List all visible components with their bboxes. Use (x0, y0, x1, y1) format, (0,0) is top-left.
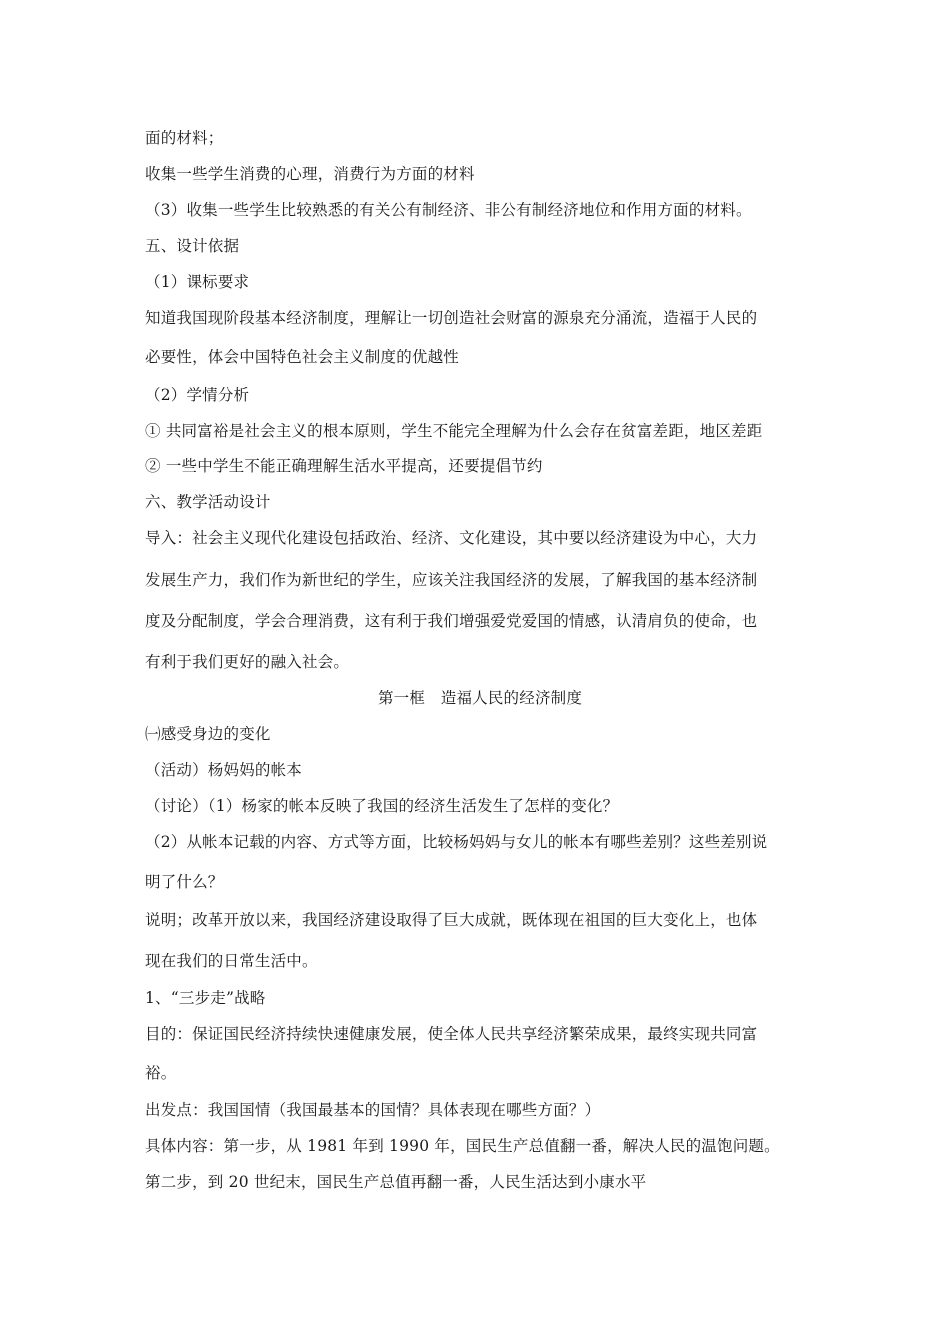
text-line: 发展生产力，我们作为新世纪的学生，应该关注我国经济的发展，了解我国的基本经济制 (145, 571, 758, 589)
text-line: ① 共同富裕是社会主义的根本原则，学生不能完全理解为什么会存在贫富差距，地区差距 (145, 422, 763, 440)
text-line: ㈠感受身边的变化 (145, 725, 271, 743)
text-line: 1、“三步走”战略 (145, 989, 266, 1007)
text-line: 第二步，到 20 世纪末，国民生产总值再翻一番，人民生活达到小康水平 (145, 1173, 647, 1191)
text-line: 目的：保证国民经济持续快速健康发展，使全体人民共享经济繁荣成果，最终实现共同富 (145, 1025, 758, 1043)
text-line: 面的材料； (145, 129, 224, 147)
subsection-heading: （2）学情分析 (145, 386, 250, 404)
text-line: （3）收集一些学生比较熟悉的有关公有制经济、非公有制经济地位和作用方面的材料。 (145, 201, 752, 219)
text-line: 知道我国现阶段基本经济制度，理解让一切创造社会财富的源泉充分涌流，造福于人民的 (145, 309, 758, 327)
text-line: 必要性，体会中国特色社会主义制度的优越性 (145, 348, 460, 366)
text-line: 有利于我们更好的融入社会。 (145, 653, 350, 671)
section-heading: 五、设计依据 (145, 237, 240, 255)
text-line: 明了什么？ (145, 873, 224, 891)
subsection-heading: （1）课标要求 (145, 273, 250, 291)
text-line: 裕。 (145, 1064, 177, 1082)
text-line: 导入：社会主义现代化建设包括政治、经济、文化建设，其中要以经济建设为中心，大力 (145, 529, 758, 547)
text-line: 具体内容：第一步，从 1981 年到 1990 年，国民生产总值翻一番，解决人民的温饱问题。 (145, 1137, 780, 1155)
text-line: 出发点：我国国情（我国最基本的国情？具体表现在哪些方面？） (145, 1101, 601, 1119)
text-line: ② 一些中学生不能正确理解生活水平提高，还要提倡节约 (145, 457, 543, 475)
section-heading: 六、教学活动设计 (145, 493, 271, 511)
text-line: （活动）杨妈妈的帐本 (145, 761, 303, 779)
text-line: 收集一些学生消费的心理，消费行为方面的材料 (145, 165, 475, 183)
centered-heading: 第一框 造福人民的经济制度 (377, 689, 583, 707)
text-line: （2）从帐本记载的内容、方式等方面，比较杨妈妈与女儿的帐本有哪些差别？这些差别说 (145, 833, 768, 851)
text-line: 说明；改革开放以来，我国经济建设取得了巨大成就，既体现在祖国的巨大变化上，也体 (145, 911, 758, 929)
text-line: 度及分配制度，学会合理消费，这有利于我们增强爱党爱国的情感，认清肩负的使命，也 (145, 612, 758, 630)
text-line: （讨论）（1）杨家的帐本反映了我国的经济生活发生了怎样的变化？ (145, 797, 619, 815)
text-line: 现在我们的日常生活中。 (145, 952, 318, 970)
